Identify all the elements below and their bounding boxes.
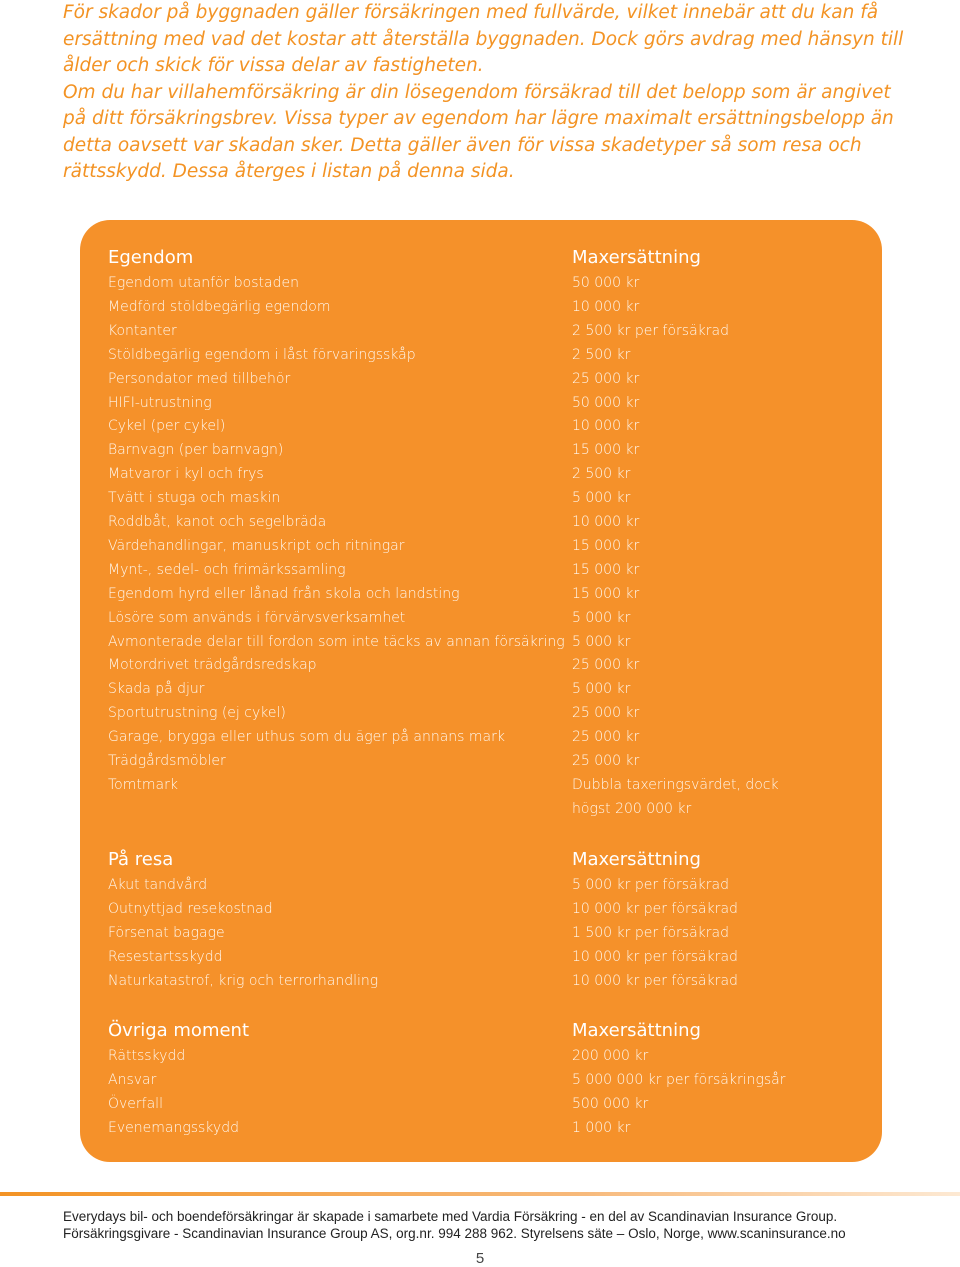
row-label: Barnvagn (per barnvagn) <box>108 442 284 459</box>
row-label: Motordrivet trädgårdsredskap <box>108 657 317 674</box>
row-value: 10 000 kr per försäkrad <box>572 900 738 917</box>
row-value: 5 000 kr <box>572 490 631 507</box>
row-value: 500 000 kr <box>572 1095 649 1112</box>
row-value: 5 000 kr <box>572 681 631 698</box>
coverage-card <box>80 220 882 1162</box>
row-label: Försenat bagage <box>108 924 225 941</box>
row-label: Egendom hyrd eller lånad från skola och landsting <box>108 585 460 602</box>
row-value: 10 000 kr <box>572 514 640 530</box>
row-label: Rättsskydd <box>108 1048 186 1064</box>
intro-paragraph-2: Om du har villahemförsäkring är din lösegendom försäkrad till det belopp som är angivet på ditt försäkringsbrev. Vissa typer av egendom har lägre maximalt ersättningsbelopp än detta oavsett var skadan sker. Detta gäller även för vissa skadetyper så som resa och rättsskydd. Dessa återges i listan på denna sida. <box>63 81 894 182</box>
row-value: 15 000 kr <box>572 442 640 459</box>
row-label: Naturkatastrof, krig och terrorhandling <box>108 972 379 989</box>
row-label: Ansvar <box>108 1071 157 1088</box>
row-value: 2 500 kr per försäkrad <box>572 322 730 339</box>
page-number: 5 <box>475 1250 485 1267</box>
row-value: Dubbla taxeringsvärdet, dock <box>572 776 779 793</box>
row-label: Kontanter <box>108 322 177 339</box>
row-label: HIFI-utrustning <box>108 394 212 411</box>
row-value: 5 000 kr per försäkrad <box>572 877 730 893</box>
row-label: Medförd stöldbegärlig egendom <box>108 298 331 315</box>
row-value: 10 000 kr per försäkrad <box>572 948 738 965</box>
section-value-heading: Maxersättning <box>572 1020 701 1041</box>
row-label: Akut tandvård <box>108 877 208 893</box>
row-label: Tomtmark <box>108 776 178 793</box>
row-value: 200 000 kr <box>572 1048 649 1064</box>
row-value: 10 000 kr <box>572 298 640 315</box>
row-label: Skada på djur <box>108 681 205 698</box>
row-label: Tvätt i stuga och maskin <box>108 490 281 507</box>
row-value: 2 500 kr <box>572 346 631 363</box>
row-value: 25 000 kr <box>572 657 640 674</box>
row-label: Överfall <box>108 1095 163 1112</box>
row-label: Resestartsskydd <box>108 948 223 965</box>
row-label: Garage, brygga eller uthus som du äger på annans mark <box>108 729 505 746</box>
row-value: 25 000 kr <box>572 370 640 387</box>
row-value: 1 500 kr per försäkrad <box>572 924 730 941</box>
row-value: 5 000 000 kr per försäkringsår <box>572 1071 786 1088</box>
section-heading: Egendom <box>108 247 194 268</box>
footer-line-2: Försäkringsgivare - Scandinavian Insurance Group AS, org.nr. 994 288 962. Styrelsens säte – Oslo, Norge, www.scaninsurance.no <box>63 1226 846 1241</box>
row-value: 2 500 kr <box>572 466 631 483</box>
row-label: Sportutrustning (ej cykel) <box>108 705 286 722</box>
row-value: högst 200 000 kr <box>572 800 692 817</box>
row-value: 15 000 kr <box>572 561 640 578</box>
row-value: 25 000 kr <box>572 729 640 746</box>
row-value: 5 000 kr <box>572 609 631 626</box>
row-label: Värdehandlingar, manuskript och ritningar <box>108 537 405 554</box>
row-label: Stöldbegärlig egendom i låst förvaringsskåp <box>108 346 416 363</box>
footer-divider <box>0 1192 960 1196</box>
row-label: Cykel (per cykel) <box>108 418 226 435</box>
row-label: Avmonterade delar till fordon som inte täcks av annan försäkring <box>108 633 565 650</box>
row-value: 25 000 kr <box>572 705 640 722</box>
section-heading: Övriga moment <box>108 1020 250 1041</box>
row-label: Lösöre som används i förvärvsverksamhet <box>108 609 406 626</box>
intro-paragraph-1: För skador på byggnaden gäller försäkringen med fullvärde, vilket innebär att du kan få ersättning med vad det kostar att återställa byggnaden. Dock görs avdrag med hänsyn till ålder och skick för vissa delar av fastigheten. <box>63 2 904 76</box>
section-value-heading: Maxersättning <box>572 247 701 268</box>
row-label: Outnyttjad resekostnad <box>108 900 273 917</box>
row-value: 15 000 kr <box>572 537 640 554</box>
row-value: 50 000 kr <box>572 275 640 291</box>
row-label: Mynt-, sedel- och frimärkssamling <box>108 561 346 578</box>
row-label: Matvaror i kyl och frys <box>108 466 264 483</box>
row-value: 5 000 kr <box>572 633 631 650</box>
row-value: 25 000 kr <box>572 753 640 769</box>
section-value-heading: Maxersättning <box>572 849 701 870</box>
row-value: 15 000 kr <box>572 585 640 602</box>
footer <box>63 1208 943 1242</box>
row-label: Roddbåt, kanot och segelbräda <box>108 514 327 530</box>
row-value: 50 000 kr <box>572 394 640 411</box>
row-label: Persondator med tillbehör <box>108 370 291 387</box>
row-label: Evenemangsskydd <box>108 1119 239 1136</box>
row-label: Trädgårdsmöbler <box>108 753 226 769</box>
footer-line-1: Everydays bil- och boendeförsäkringar är skapade i samarbete med Vardia Försäkring - en del av Scandinavian Insurance Group. <box>63 1209 838 1224</box>
row-label: Egendom utanför bostaden <box>108 275 299 291</box>
row-value: 1 000 kr <box>572 1119 631 1136</box>
section-heading: På resa <box>108 849 174 870</box>
row-value: 10 000 kr per försäkrad <box>572 972 738 989</box>
row-value: 10 000 kr <box>572 418 640 435</box>
intro-text <box>63 0 913 186</box>
